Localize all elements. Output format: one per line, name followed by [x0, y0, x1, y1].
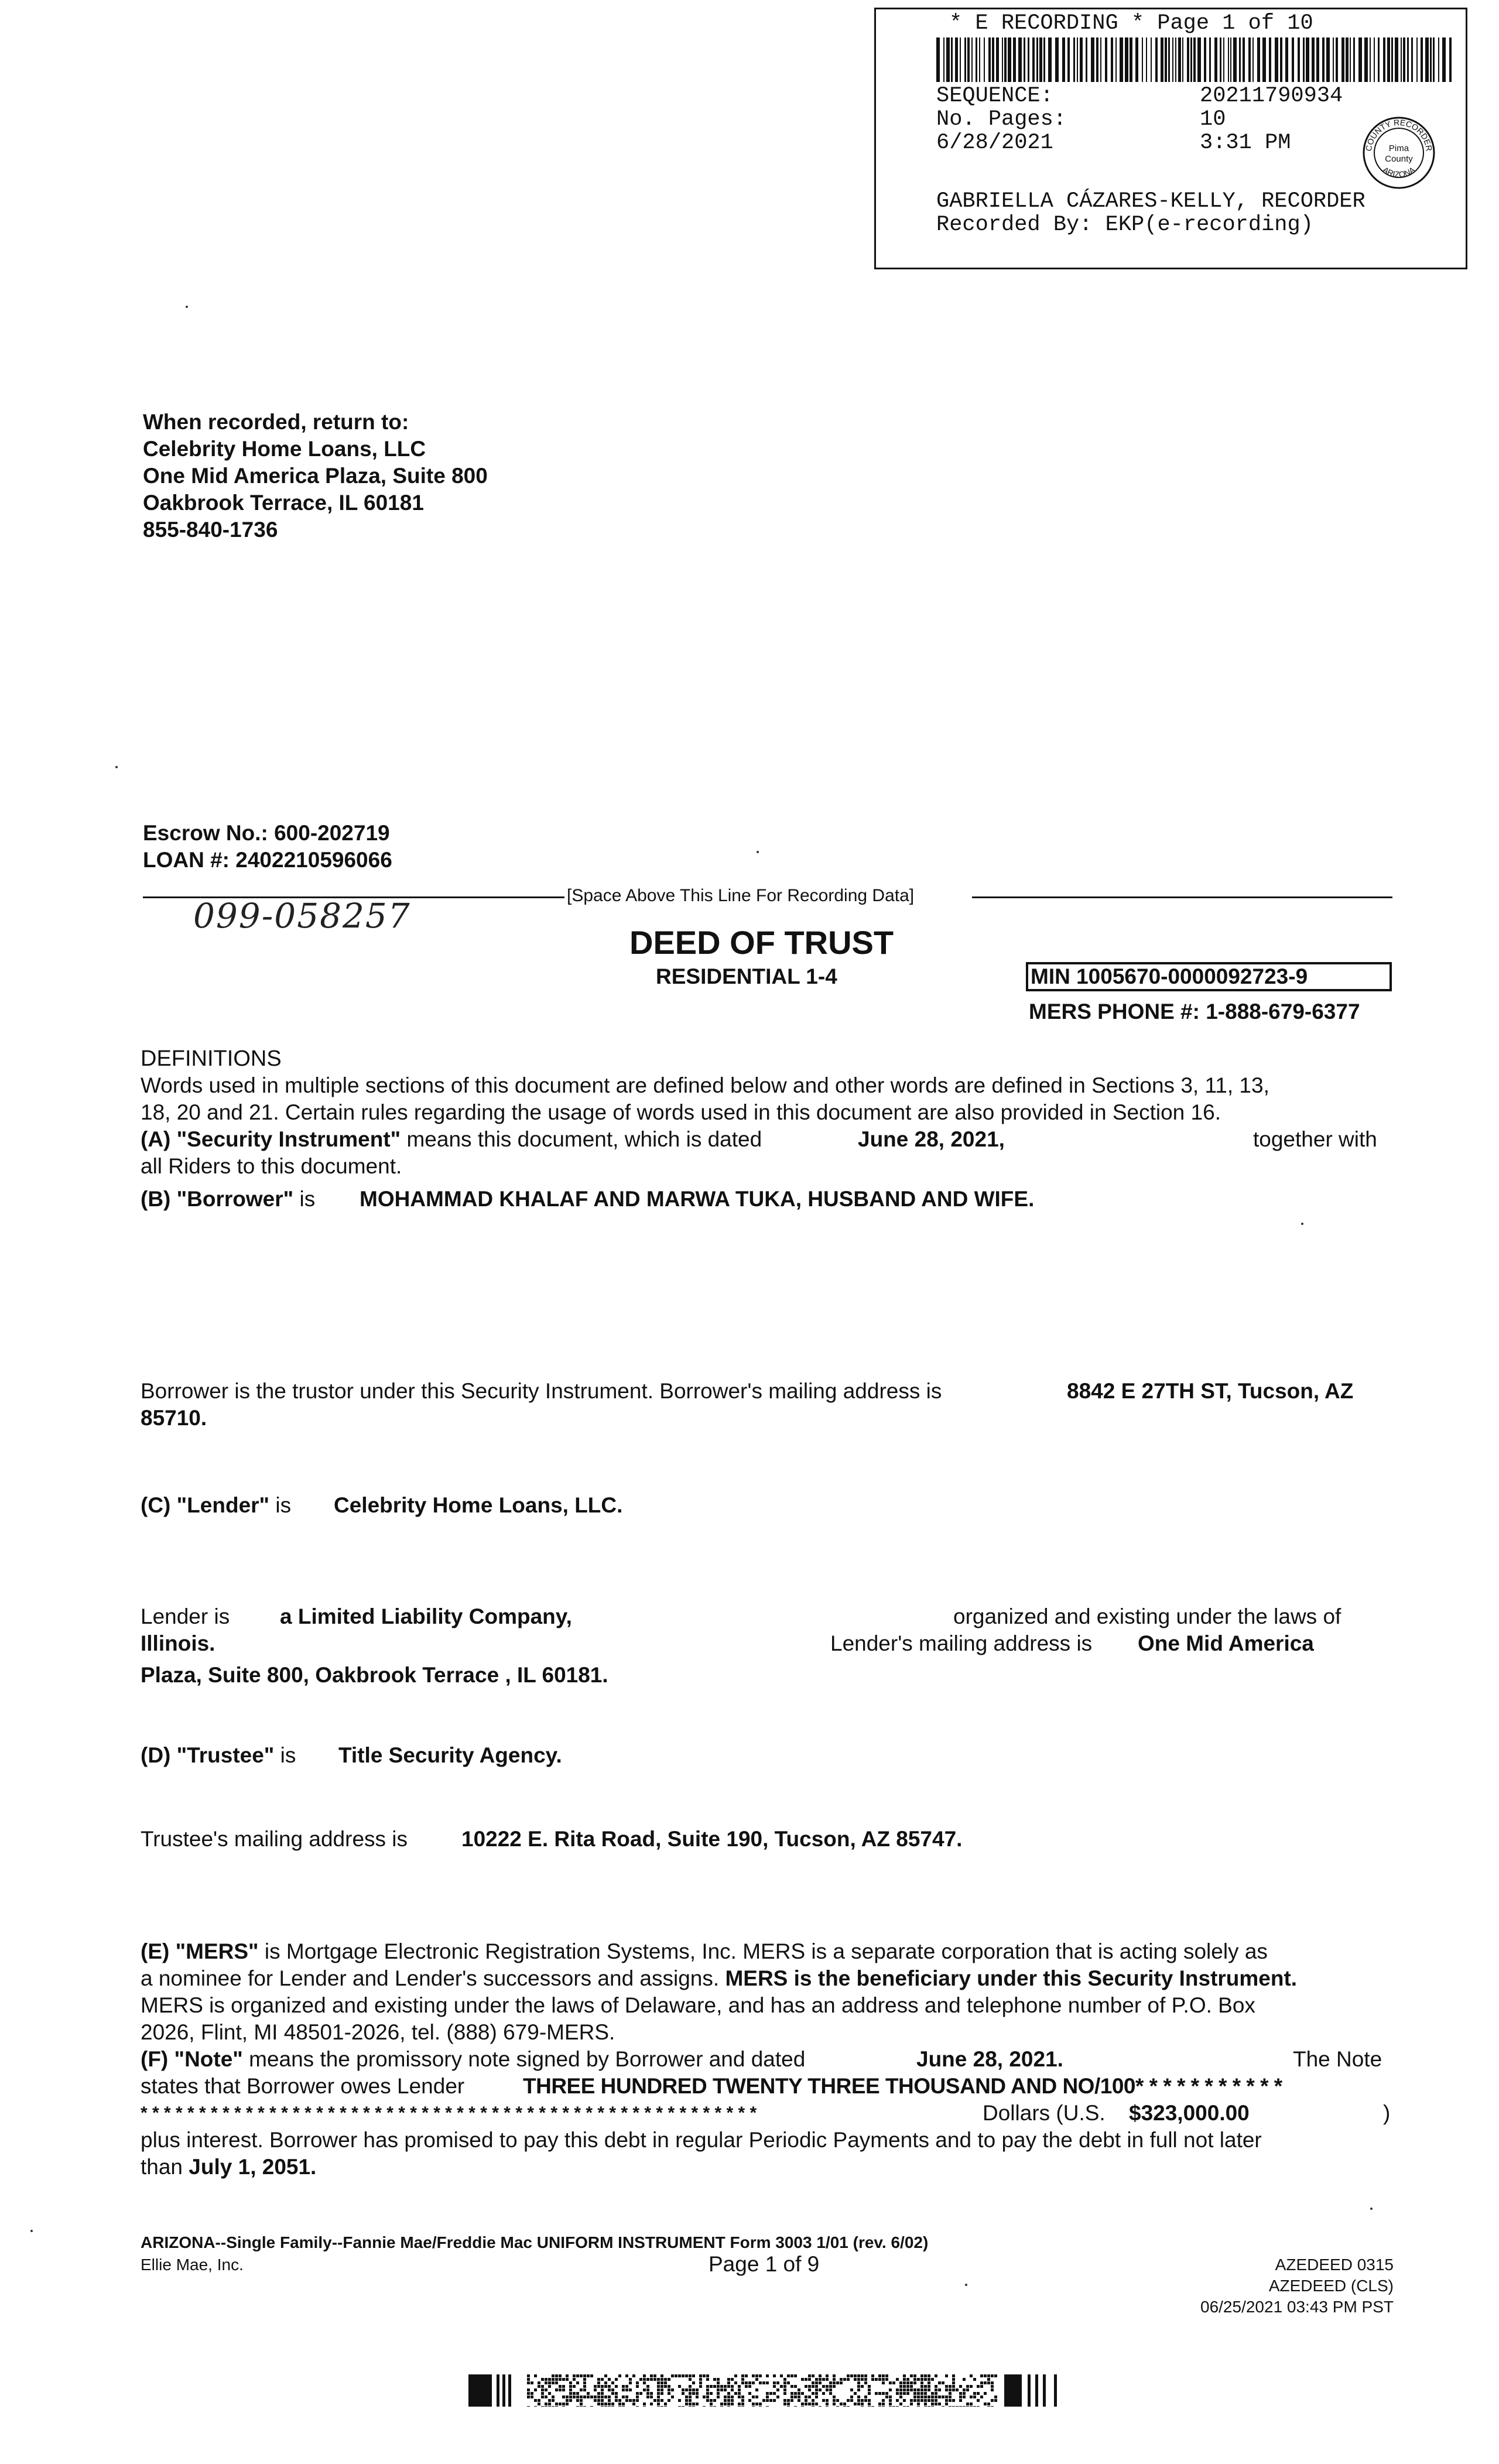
stamp-barcode: [936, 37, 1452, 82]
separator-label: [Space Above This Line For Recording Data]: [567, 886, 915, 905]
stamp-time: 3:31 PM: [1200, 131, 1291, 155]
definition-e: [141, 1938, 1268, 1965]
lender-state: Illinois.: [141, 1631, 215, 1655]
definition-f-line4: plus interest. Borrower has promised to pay this debt in regular Periodic Payments and to pay the debt in full not later: [141, 2128, 1262, 2152]
note-date: June 28, 2021.: [916, 2047, 1063, 2071]
footer-timestamp: 06/25/2021 03:43 PM PST: [1200, 2298, 1394, 2316]
definition-e-line2a: a nominee for Lender and Lender's successors and assigns.: [141, 1966, 720, 1990]
borrower-names: MOHAMMAD KHALAF AND MARWA TUKA, HUSBAND AND WIFE.: [360, 1187, 1035, 1211]
stamp-pages-value: 10: [1200, 107, 1226, 132]
handwritten-note: 099-058257: [193, 896, 411, 936]
document-subtitle: RESIDENTIAL 1-4: [656, 964, 837, 988]
definition-e-line4: 2026, Flint, MI 48501-2026, tel. (888) 679-MERS.: [141, 2020, 615, 2044]
definition-a-tail: together with: [1253, 1127, 1377, 1151]
stamp-date: 6/28/2021: [936, 131, 1053, 155]
lender-mailing-text: Lender's mailing address is: [830, 1631, 1093, 1655]
lender-is-text: Lender is: [141, 1604, 230, 1628]
borrower-trustor-text: Borrower is the trustor under this Security Instrument. Borrower's mailing address is: [141, 1379, 942, 1403]
definition-a: [141, 1126, 762, 1153]
lender-name: Celebrity Home Loans, LLC.: [334, 1493, 623, 1517]
trustee-address: 10222 E. Rita Road, Suite 190, Tucson, AZ 85747.: [461, 1827, 963, 1851]
footer-vendor: Ellie Mae, Inc.: [141, 2256, 244, 2274]
document-title: DEED OF TRUST: [629, 924, 894, 961]
separator-line-right: [972, 896, 1392, 898]
definition-d-label: (D) "Trustee": [141, 1743, 275, 1767]
definition-c-is: is: [269, 1493, 292, 1517]
definitions-intro-2: 18, 20 and 21. Certain rules regarding the usage of words used in this document are also provided in Section 16.: [141, 1100, 1221, 1124]
stamp-sequence-label: SEQUENCE:: [936, 84, 1053, 108]
recording-stamp: [874, 8, 1467, 269]
svg-text:ARIZONA: [1381, 165, 1417, 179]
note-amount-paren: ): [1383, 2101, 1391, 2125]
stamp-recorded-by: Recorded By: EKP(e-recording): [936, 213, 1313, 237]
definition-f-tail: The Note: [1293, 2047, 1382, 2071]
mers-beneficiary: MERS is the beneficiary under this Security Instrument.: [725, 1966, 1298, 1990]
definition-c-label: (C) "Lender": [141, 1493, 270, 1517]
definition-d: [141, 1742, 296, 1769]
definition-f-line5a: than: [141, 2155, 183, 2179]
lender-address-2: Plaza, Suite 800, Oakbrook Terrace , IL 60181.: [141, 1663, 608, 1687]
footer-form-line: ARIZONA--Single Family--Fannie Mae/Freddie Mac UNIFORM INSTRUMENT Form 3003 1/01 (rev. 6/02): [141, 2233, 929, 2251]
definition-b-is: is: [293, 1187, 316, 1211]
definition-e-line2: [141, 1965, 1297, 1992]
return-to-phone: 855-840-1736: [143, 518, 278, 542]
definitions-heading: DEFINITIONS: [141, 1046, 282, 1071]
return-to-city: Oakbrook Terrace, IL 60181: [143, 491, 424, 515]
definitions-intro-1: Words used in multiple sections of this document are defined below and other words are defined in Sections 3, 11, 13,: [141, 1073, 1269, 1097]
definition-f-text: means the promissory note signed by Borrower and dated: [242, 2047, 806, 2071]
seal-top-text: COUNTY RECORDER: [1363, 117, 1435, 152]
definition-b-label: (B) "Borrower": [141, 1187, 294, 1211]
definition-f-line2a: states that Borrower owes Lender: [141, 2074, 465, 2098]
footer-code-1: AZEDEED 0315: [1275, 2256, 1394, 2274]
trustee-name: Title Security Agency.: [338, 1743, 562, 1767]
definition-f-line5: [141, 2154, 316, 2181]
escrow-number: Escrow No.: 600-202719: [143, 821, 390, 845]
stamp-pages-label: No. Pages:: [936, 107, 1067, 132]
dollars-us-text: Dollars (U.S.: [983, 2101, 1106, 2125]
footer-code-2: AZEDEED (CLS): [1268, 2277, 1394, 2295]
lender-address-1: One Mid America: [1138, 1631, 1314, 1655]
definition-a-label: (A) "Security Instrument": [141, 1127, 401, 1151]
lender-type: a Limited Liability Company,: [280, 1604, 572, 1628]
borrower-address-2: 85710.: [141, 1406, 207, 1430]
definition-a-date: June 28, 2021,: [858, 1127, 1005, 1151]
definition-a-line2: all Riders to this document.: [141, 1154, 402, 1178]
lender-organized-text: organized and existing under the laws of: [953, 1604, 1341, 1628]
footer-page-number: Page 1 of 9: [709, 2252, 820, 2276]
borrower-address-1: 8842 E 27TH ST, Tucson, AZ: [1067, 1379, 1354, 1403]
definition-a-text: means this document, which is dated: [401, 1127, 762, 1151]
seal-bottom-text: ARIZONA: [1381, 165, 1417, 179]
loan-number: LOAN #: 2402210596066: [143, 848, 392, 872]
document-barcode: [468, 2374, 1063, 2407]
return-to-street: One Mid America Plaza, Suite 800: [143, 464, 488, 488]
definition-e-line3: MERS is organized and existing under the laws of Delaware, and has an address and telephone number of P.O. Box: [141, 1993, 1255, 2017]
county-seal-icon: [1361, 115, 1437, 191]
note-amount-words: THREE HUNDRED TWENTY THREE THOUSAND AND NO/100* * * * * * * * * * *: [523, 2074, 1282, 2098]
stamp-sequence-value: 20211790934: [1200, 84, 1343, 108]
seal-center-2: County: [1385, 154, 1413, 164]
definition-f-label: (F) "Note": [141, 2047, 243, 2071]
return-to-heading: When recorded, return to:: [143, 410, 409, 434]
stamp-recorder: GABRIELLA CÁZARES-KELLY, RECORDER: [936, 189, 1365, 214]
definition-b: [141, 1186, 315, 1213]
definition-d-is: is: [274, 1743, 296, 1767]
trustee-mailing-text: Trustee's mailing address is: [141, 1827, 408, 1851]
definition-e-line1: is Mortgage Electronic Registration Systems, Inc. MERS is a separate corporation that is acting solely as: [258, 1939, 1268, 1963]
note-amount: $323,000.00: [1129, 2101, 1250, 2125]
note-amount-asterisks: * * * * * * * * * * * * * * * * * * * * * * * * * * * * * * * * * * * * * * * * * * * * * * * * * * * * *: [141, 2103, 757, 2123]
seal-center-1: Pima: [1388, 143, 1409, 153]
definition-c: [141, 1492, 291, 1519]
definition-e-label: (E) "MERS": [141, 1939, 259, 1963]
mers-phone: MERS PHONE #: 1-888-679-6377: [1029, 1000, 1360, 1024]
maturity-date: July 1, 2051.: [189, 2155, 317, 2179]
min-number: MIN 1005670-0000092723-9: [1026, 962, 1392, 991]
definition-f: [141, 2046, 805, 2073]
stamp-header: * E RECORDING * Page 1 of 10: [949, 11, 1313, 36]
return-to-name: Celebrity Home Loans, LLC: [143, 437, 426, 461]
